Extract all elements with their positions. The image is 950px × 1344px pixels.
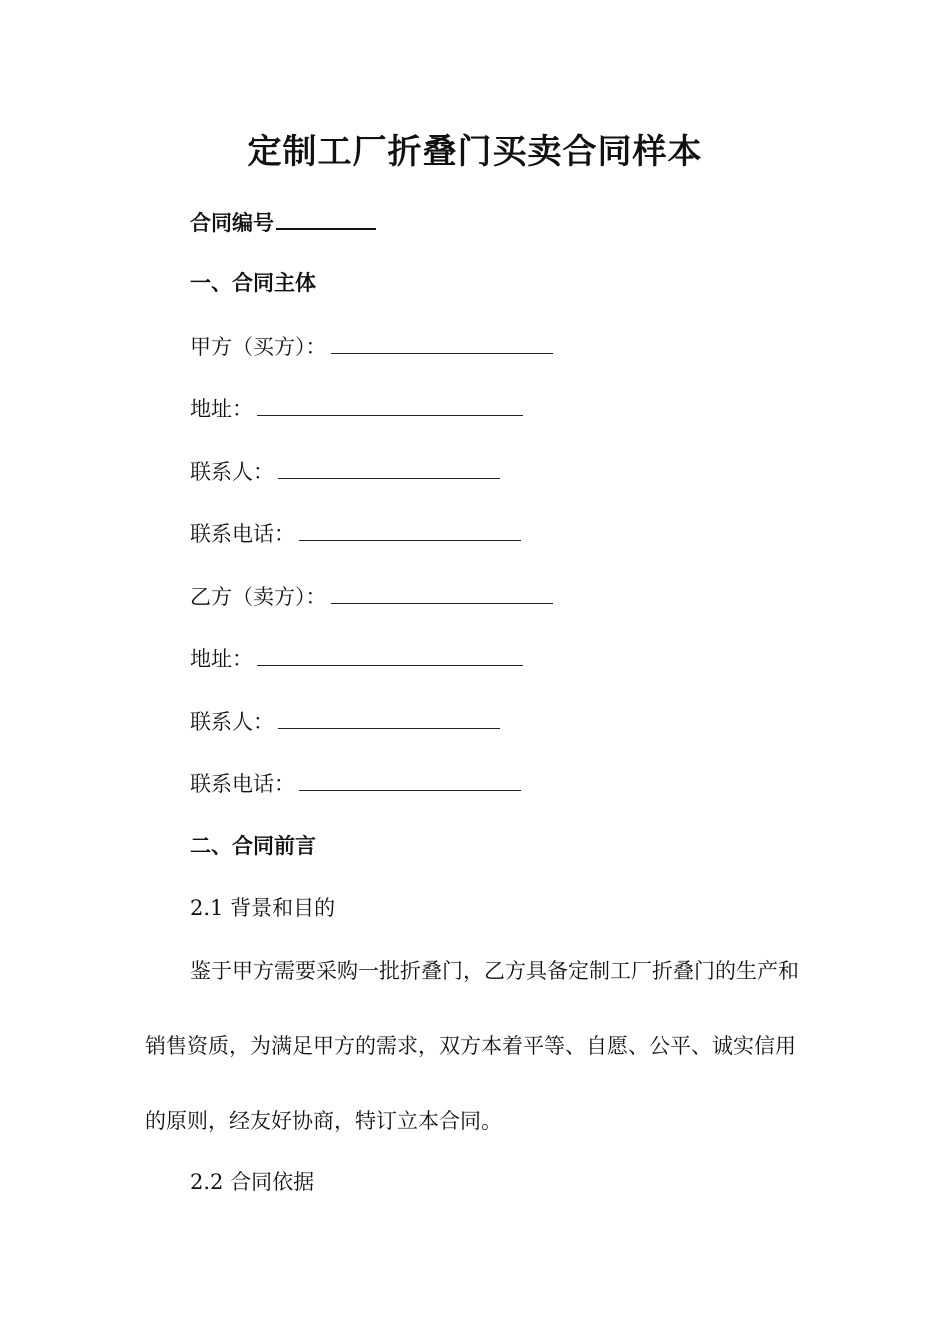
party-a-address-blank[interactable] — [257, 393, 523, 416]
party-b-blank[interactable] — [331, 581, 553, 604]
document-title: 定制工厂折叠门买卖合同样本 — [247, 132, 703, 172]
party-a-contact-blank[interactable] — [278, 456, 500, 479]
party-b-address-row — [190, 643, 523, 674]
party-b-row — [190, 581, 553, 612]
section-1-heading: 一、合同主体 — [190, 270, 316, 295]
subsection-2-1-heading: 2.1 背景和目的 — [190, 896, 336, 920]
contract-number-label: 合同编号 — [190, 210, 274, 235]
party-b-contact-label: 联系人： — [190, 710, 274, 734]
party-b-contact-row — [190, 706, 500, 737]
party-a-label: 甲方（买方）： — [190, 335, 327, 359]
party-a-contact-row — [190, 456, 500, 487]
party-b-address-label: 地址： — [190, 647, 253, 671]
party-a-contact-label: 联系人： — [190, 460, 274, 484]
party-b-phone-blank[interactable] — [299, 768, 521, 791]
party-a-phone-blank[interactable] — [299, 518, 521, 541]
party-a-address-row — [190, 393, 523, 424]
subsection-2-2-heading: 2.2 合同依据 — [190, 1170, 315, 1194]
contract-number-row — [190, 206, 376, 238]
section-2-heading: 二、合同前言 — [190, 833, 316, 858]
party-a-blank[interactable] — [331, 331, 553, 354]
contract-number-blank[interactable] — [276, 206, 376, 230]
party-a-address-label: 地址： — [190, 397, 253, 421]
party-b-phone-label: 联系电话： — [190, 772, 295, 796]
party-b-contact-blank[interactable] — [278, 706, 500, 729]
party-a-phone-row — [190, 518, 521, 549]
party-b-label: 乙方（卖方）： — [190, 585, 327, 609]
background-paragraph: 鉴于甲方需要采购一批折叠门，乙方具备定制工厂折叠门的生产和销售资质，为满足甲方的需求，双方本着平等、自愿、公平、诚实信用的原则，经友好协商，特订立本合同。 — [145, 959, 799, 1133]
party-a-phone-label: 联系电话： — [190, 522, 295, 546]
party-b-address-blank[interactable] — [257, 643, 523, 666]
party-a-row — [190, 331, 553, 362]
party-b-phone-row — [190, 768, 521, 799]
